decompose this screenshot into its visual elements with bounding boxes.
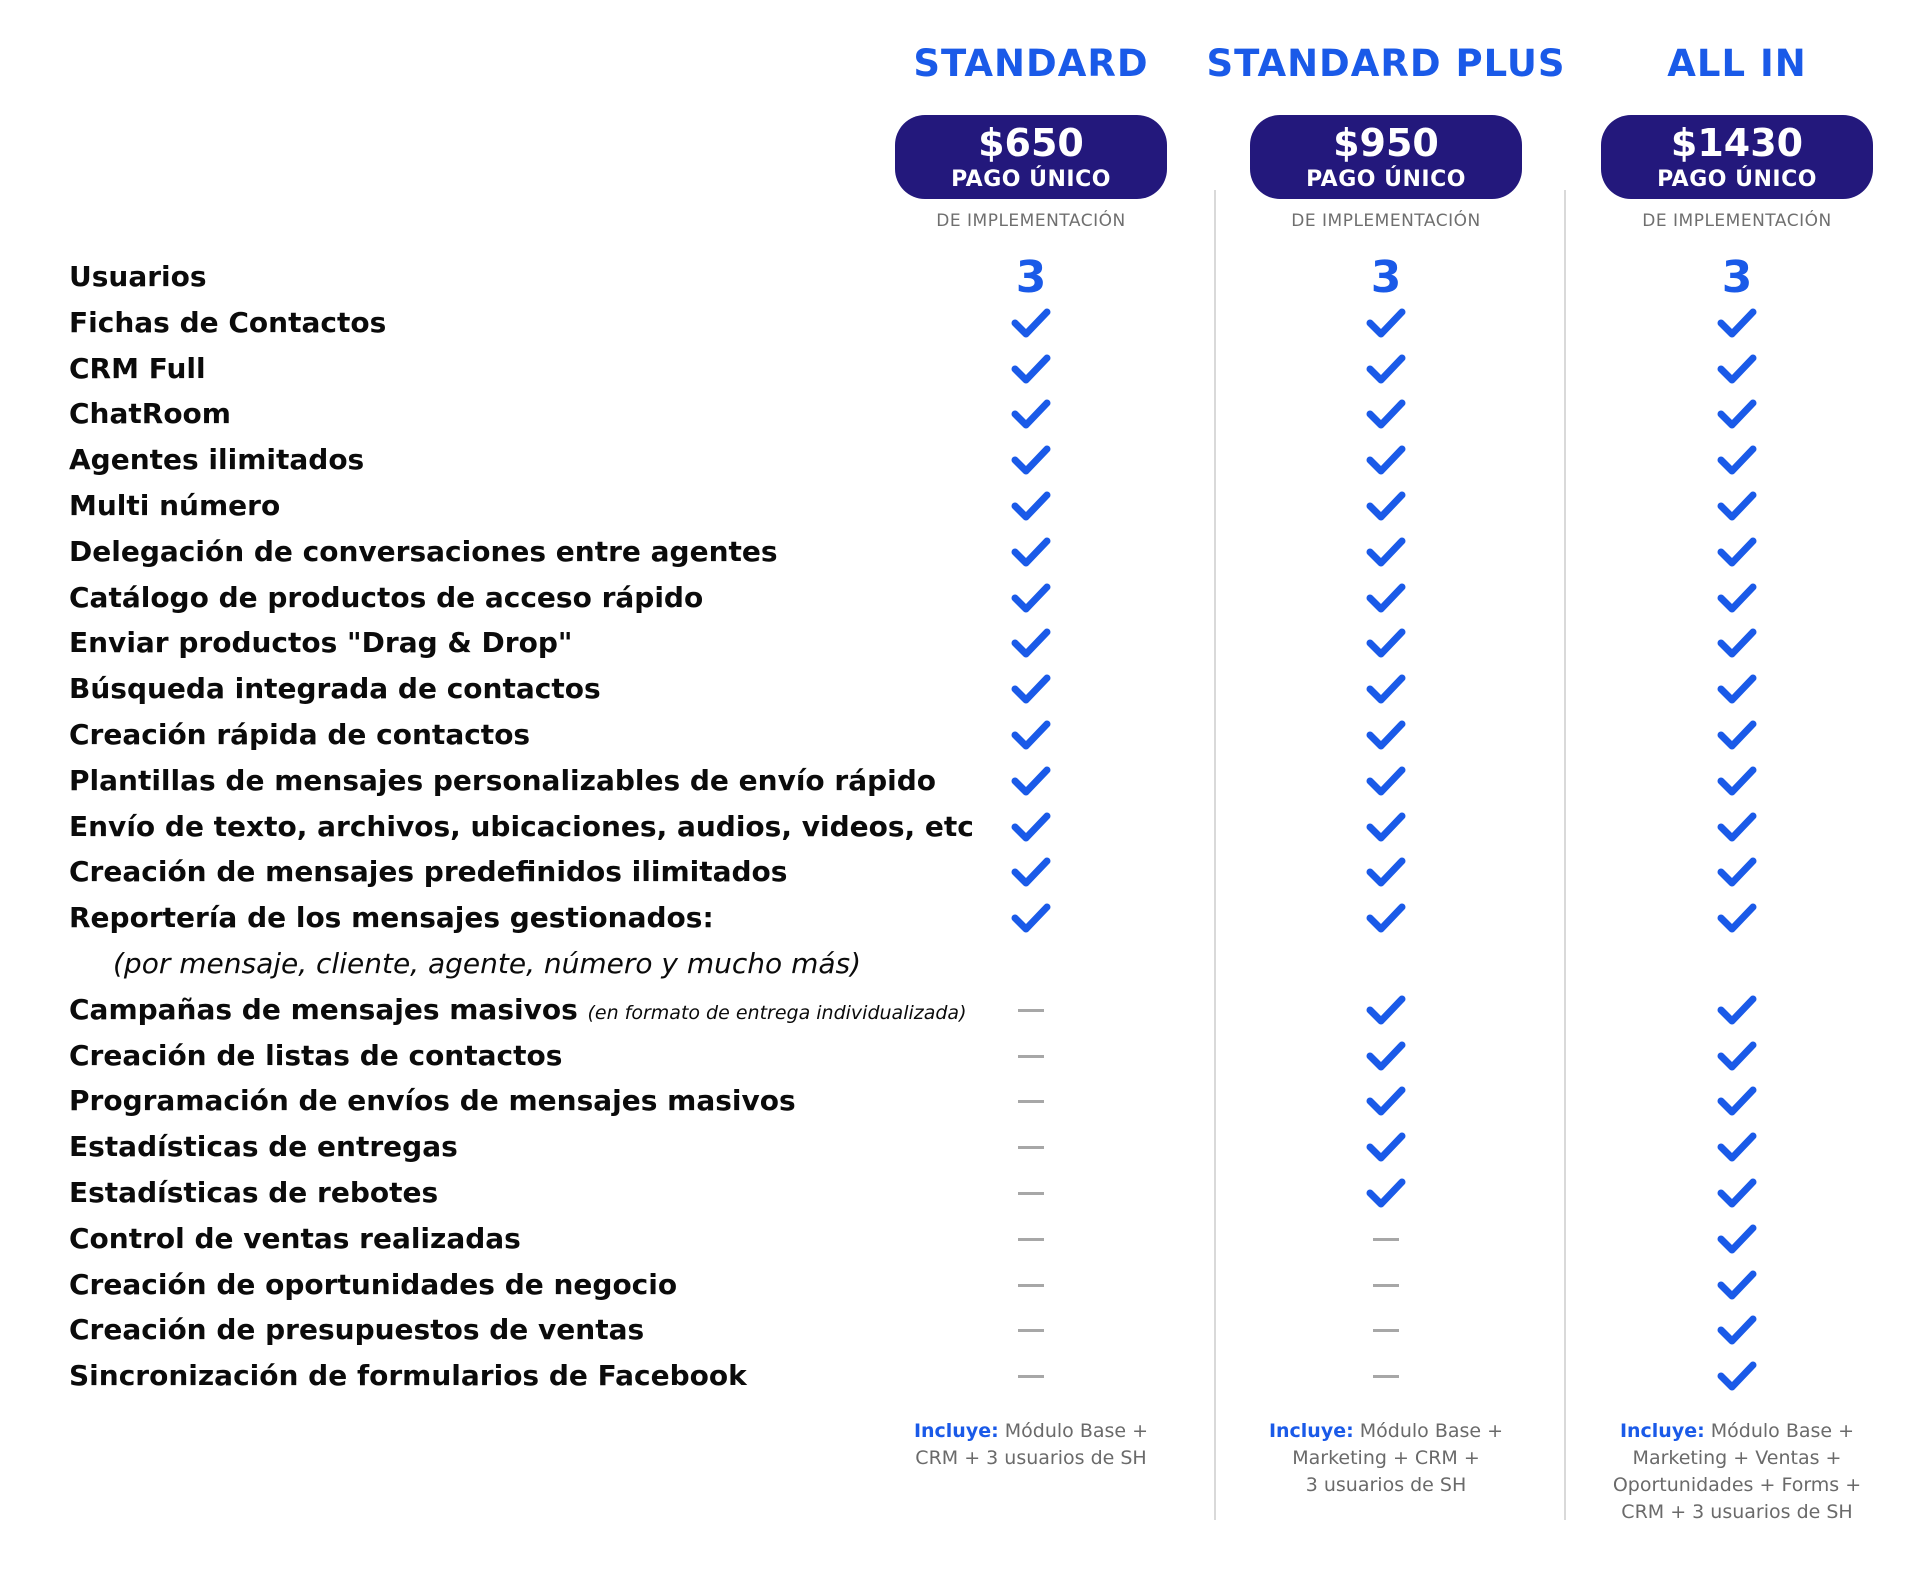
plan-cell [1001, 758, 1061, 804]
feature-label [69, 804, 974, 850]
table-row [0, 1124, 1920, 1170]
feature-label [69, 391, 231, 437]
check-icon [1707, 398, 1767, 430]
price-box [1250, 115, 1522, 199]
plan-cell [1001, 712, 1061, 758]
check-icon [1001, 765, 1061, 797]
dash-icon [1018, 1329, 1044, 1332]
plan-cell [1707, 1262, 1767, 1308]
table-row [0, 895, 1920, 941]
plan-cell [1707, 666, 1767, 712]
feature-label [69, 529, 778, 575]
feature-text: ChatRoom [69, 397, 231, 431]
check-icon [1707, 444, 1767, 476]
check-icon [1001, 536, 1061, 568]
plan-cell [1001, 575, 1061, 621]
plan-cell [1707, 575, 1767, 621]
price-label: PAGO ÚNICO [1306, 167, 1466, 192]
footer-line: 3 usuarios de SH [1305, 1474, 1467, 1496]
feature-text: Plantillas de mensajes personalizables de envío rápido [69, 763, 937, 797]
plan-cell [1356, 1353, 1416, 1399]
plan-cell [1356, 529, 1416, 575]
feature-label [69, 437, 364, 483]
plan-cell [1707, 1124, 1767, 1170]
table-row [0, 346, 1920, 392]
footer-line: CRM + 3 usuarios de SH [1621, 1501, 1853, 1523]
check-icon [1707, 719, 1767, 751]
table-row [0, 529, 1920, 575]
price-label: PAGO ÚNICO [1657, 167, 1817, 192]
table-row [0, 849, 1920, 895]
feature-label [69, 1078, 796, 1124]
plan-cell [1707, 437, 1767, 483]
users-count: 3 [1721, 252, 1753, 303]
feature-subnote: (por mensaje, cliente, agente, número y mucho más) [113, 947, 862, 980]
dash-icon [1018, 1238, 1044, 1241]
footer-text: Módulo Base + [1359, 1420, 1504, 1442]
plan-cell [1707, 895, 1767, 941]
feature-text: Multi número [69, 489, 281, 522]
check-icon [1001, 673, 1061, 705]
plan-cell [1356, 391, 1416, 437]
plan-cell [1707, 1307, 1767, 1353]
feature-text: Control de ventas realizadas [69, 1221, 521, 1255]
footer-includes-label: Incluye: [913, 1420, 999, 1442]
check-icon [1001, 444, 1061, 476]
check-icon [1001, 902, 1061, 934]
check-icon [1356, 1085, 1416, 1117]
footer-line [1236, 1418, 1536, 1445]
dash-icon [1018, 1192, 1044, 1195]
check-icon [1001, 307, 1061, 339]
check-icon [1356, 398, 1416, 430]
plan-cell [1356, 1216, 1416, 1262]
plan-cell [1707, 529, 1767, 575]
feature-text: Delegación de conversaciones entre agentes [69, 534, 778, 568]
feature-label [69, 1353, 747, 1399]
plan-cell [1356, 666, 1416, 712]
check-icon [1356, 719, 1416, 751]
table-row [0, 300, 1920, 346]
check-icon [1001, 856, 1061, 888]
footer-includes-label: Incluye: [1619, 1420, 1705, 1442]
dash-icon [1018, 1375, 1044, 1378]
feature-label [69, 1033, 562, 1079]
plan-cell [1356, 849, 1416, 895]
feature-text: Creación de oportunidades de negocio [69, 1267, 678, 1301]
plan-cell [1707, 391, 1767, 437]
price-box [1601, 115, 1873, 199]
table-row [0, 437, 1920, 483]
check-icon [1356, 490, 1416, 522]
dash-icon [1373, 1284, 1399, 1287]
table-row [0, 987, 1920, 1033]
plan-cell [1356, 1170, 1416, 1216]
feature-text: Usuarios [69, 260, 207, 293]
table-row [0, 620, 1920, 666]
dash-icon [1018, 1146, 1044, 1149]
check-icon [1707, 1131, 1767, 1163]
check-icon [1707, 490, 1767, 522]
feature-label [69, 254, 207, 300]
check-icon [1707, 353, 1767, 385]
plan-cell [1001, 391, 1061, 437]
check-icon [1707, 902, 1767, 934]
feature-label [69, 1170, 438, 1216]
plan-cell [1356, 346, 1416, 392]
plan-cell [1707, 300, 1767, 346]
check-icon [1707, 627, 1767, 659]
check-icon [1001, 627, 1061, 659]
plan-cell [1001, 987, 1061, 1033]
price-label: PAGO ÚNICO [951, 167, 1111, 192]
plan-cell [1356, 712, 1416, 758]
feature-text: Búsqueda integrada de contactos [69, 672, 601, 706]
plan-cell [1001, 300, 1061, 346]
check-icon [1356, 673, 1416, 705]
check-icon [1356, 856, 1416, 888]
feature-label [69, 346, 206, 392]
feature-text: Catálogo de productos de acceso rápido [69, 580, 704, 614]
users-count: 3 [1370, 252, 1402, 303]
footer-line [1587, 1418, 1887, 1445]
plan-cell [1707, 987, 1767, 1033]
plan-cell [1001, 1124, 1061, 1170]
footer-line: CRM + 3 usuarios de SH [915, 1447, 1147, 1469]
table-row [0, 804, 1920, 850]
check-icon [1707, 765, 1767, 797]
dash-icon [1373, 1329, 1399, 1332]
feature-text: Agentes ilimitados [69, 443, 365, 477]
check-icon [1707, 1040, 1767, 1072]
check-icon [1707, 1269, 1767, 1301]
check-icon [1356, 582, 1416, 614]
dash-icon [1018, 1009, 1044, 1012]
plan-cell [1001, 1307, 1061, 1353]
footer-line [881, 1418, 1181, 1445]
table-row [0, 575, 1920, 621]
check-icon [1356, 765, 1416, 797]
plan-cell [1707, 1078, 1767, 1124]
plan-cell [1707, 758, 1767, 804]
plan-cell [1707, 252, 1767, 303]
check-icon [1356, 1131, 1416, 1163]
feature-label [69, 300, 386, 346]
check-icon [1707, 856, 1767, 888]
plan-cell [1707, 804, 1767, 850]
dash-icon [1018, 1100, 1044, 1103]
plan-cell [1356, 1078, 1416, 1124]
plan-footer [1236, 1418, 1536, 1499]
plan-footer [1587, 1418, 1887, 1526]
plan-cell [1356, 758, 1416, 804]
footer-text: Módulo Base + [1710, 1420, 1855, 1442]
plan-cell [1707, 483, 1767, 529]
price-box [895, 115, 1167, 199]
table-row [0, 666, 1920, 712]
footer-line: Marketing + Ventas + [1632, 1447, 1842, 1469]
check-icon [1707, 673, 1767, 705]
implementation-label: DE IMPLEMENTACIÓN [936, 211, 1126, 231]
plan-cell [1001, 895, 1061, 941]
check-icon [1356, 902, 1416, 934]
check-icon [1356, 1040, 1416, 1072]
feature-label [69, 575, 703, 621]
feature-label [69, 849, 787, 895]
implementation-label: DE IMPLEMENTACIÓN [1291, 211, 1481, 231]
plan-name: STANDARD PLUS [1206, 42, 1566, 85]
plan-cell [1001, 529, 1061, 575]
plan-cell [1356, 987, 1416, 1033]
footer-includes-label: Incluye: [1268, 1420, 1354, 1442]
check-icon [1356, 307, 1416, 339]
table-row [0, 483, 1920, 529]
feature-text: CRM Full [69, 351, 206, 385]
feature-note: (en formato de entrega individualizada) [587, 1001, 967, 1024]
plan-cell [1001, 620, 1061, 666]
table-row [0, 1170, 1920, 1216]
table-row [0, 1033, 1920, 1079]
plan-cell [1356, 1262, 1416, 1308]
feature-label [69, 1124, 458, 1170]
feature-label [69, 758, 936, 804]
plan-cell [1707, 1353, 1767, 1399]
footer-line: Oportunidades + Forms + [1612, 1474, 1862, 1496]
feature-label [69, 620, 572, 666]
price-amount: $1430 [1670, 121, 1804, 165]
feature-text: Estadísticas de entregas [69, 1130, 458, 1164]
table-row [0, 1262, 1920, 1308]
check-icon [1707, 1360, 1767, 1392]
plan-cell [1356, 1033, 1416, 1079]
plan-cell [1707, 1170, 1767, 1216]
plan-cell [1356, 1307, 1416, 1353]
plan-cell [1001, 666, 1061, 712]
table-row [0, 1353, 1920, 1399]
feature-label [69, 987, 967, 1033]
check-icon [1001, 582, 1061, 614]
plan-cell [1707, 346, 1767, 392]
plan-cell [1001, 346, 1061, 392]
plan-cell [1356, 252, 1416, 303]
check-icon [1001, 398, 1061, 430]
feature-text: Estadísticas de rebotes [69, 1176, 439, 1209]
feature-label [69, 1307, 644, 1353]
feature-text: Reportería de los mensajes gestionados: [69, 901, 714, 935]
feature-text: Campañas de mensajes masivos [69, 992, 578, 1026]
feature-text: Creación rápida de contactos [69, 718, 531, 751]
check-icon [1356, 811, 1416, 843]
check-icon [1356, 353, 1416, 385]
plan-cell [1001, 1353, 1061, 1399]
plan-cell [1001, 1262, 1061, 1308]
feature-label [69, 712, 530, 758]
plan-cell [1356, 895, 1416, 941]
check-icon [1707, 811, 1767, 843]
plan-name: STANDARD [913, 42, 1149, 85]
price-amount: $950 [1333, 121, 1439, 165]
check-icon [1356, 444, 1416, 476]
plan-cell [1707, 620, 1767, 666]
check-icon [1707, 307, 1767, 339]
plan-cell [1707, 1033, 1767, 1079]
table-row [0, 941, 1920, 987]
plan-cell [1001, 1170, 1061, 1216]
plan-cell [1001, 1216, 1061, 1262]
table-row [0, 1216, 1920, 1262]
dash-icon [1018, 1284, 1044, 1287]
table-row [0, 1307, 1920, 1353]
users-count: 3 [1015, 252, 1047, 303]
plan-cell [1001, 849, 1061, 895]
feature-text: Enviar productos "Drag & Drop" [69, 626, 573, 660]
check-icon [1707, 1177, 1767, 1209]
table-row [0, 391, 1920, 437]
plan-cell [1356, 300, 1416, 346]
feature-label [69, 1262, 677, 1308]
implementation-label: DE IMPLEMENTACIÓN [1642, 211, 1832, 231]
plan-cell [1356, 575, 1416, 621]
check-icon [1356, 536, 1416, 568]
footer-line: Marketing + CRM + [1292, 1447, 1480, 1469]
plan-cell [1001, 1078, 1061, 1124]
check-icon [1707, 994, 1767, 1026]
table-row [0, 758, 1920, 804]
check-icon [1001, 353, 1061, 385]
check-icon [1707, 582, 1767, 614]
check-icon [1707, 536, 1767, 568]
check-icon [1001, 490, 1061, 522]
feature-text: Creación de presupuestos de ventas [69, 1313, 645, 1347]
check-icon [1356, 1177, 1416, 1209]
plan-cell [1356, 483, 1416, 529]
plan-cell [1707, 849, 1767, 895]
plan-cell [1001, 1033, 1061, 1079]
plan-footer [881, 1418, 1181, 1472]
plan-name: ALL IN [1667, 42, 1807, 85]
plan-cell [1001, 437, 1061, 483]
feature-label [69, 1216, 521, 1262]
footer-text: Módulo Base + [1004, 1420, 1149, 1442]
plan-cell [1001, 804, 1061, 850]
dash-icon [1018, 1055, 1044, 1058]
check-icon [1356, 994, 1416, 1026]
feature-label [69, 895, 714, 941]
plan-cell [1356, 804, 1416, 850]
check-icon [1356, 627, 1416, 659]
dash-icon [1373, 1375, 1399, 1378]
dash-icon [1373, 1238, 1399, 1241]
plan-cell [1356, 437, 1416, 483]
table-row [0, 252, 1920, 303]
feature-text: Creación de listas de contactos [69, 1038, 563, 1072]
plan-cell [1356, 620, 1416, 666]
price-amount: $650 [978, 121, 1084, 165]
plan-cell [1001, 483, 1061, 529]
plan-cell [1707, 712, 1767, 758]
feature-label [69, 666, 601, 712]
table-row [0, 1078, 1920, 1124]
feature-text: Envío de texto, archivos, ubicaciones, audios, videos, etc [69, 809, 974, 843]
check-icon [1707, 1223, 1767, 1255]
feature-label [69, 483, 280, 529]
feature-text: Fichas de Contactos [69, 305, 387, 339]
feature-text: Creación de mensajes predefinidos ilimitados [69, 855, 788, 889]
plan-cell [1001, 252, 1061, 303]
plan-cell [1356, 1124, 1416, 1170]
check-icon [1707, 1314, 1767, 1346]
check-icon [1001, 811, 1061, 843]
plan-cell [1707, 1216, 1767, 1262]
feature-text: Programación de envíos de mensajes masivos [69, 1084, 796, 1118]
check-icon [1001, 719, 1061, 751]
check-icon [1707, 1085, 1767, 1117]
table-row [0, 712, 1920, 758]
feature-text: Sincronización de formularios de Facebook [69, 1359, 747, 1393]
